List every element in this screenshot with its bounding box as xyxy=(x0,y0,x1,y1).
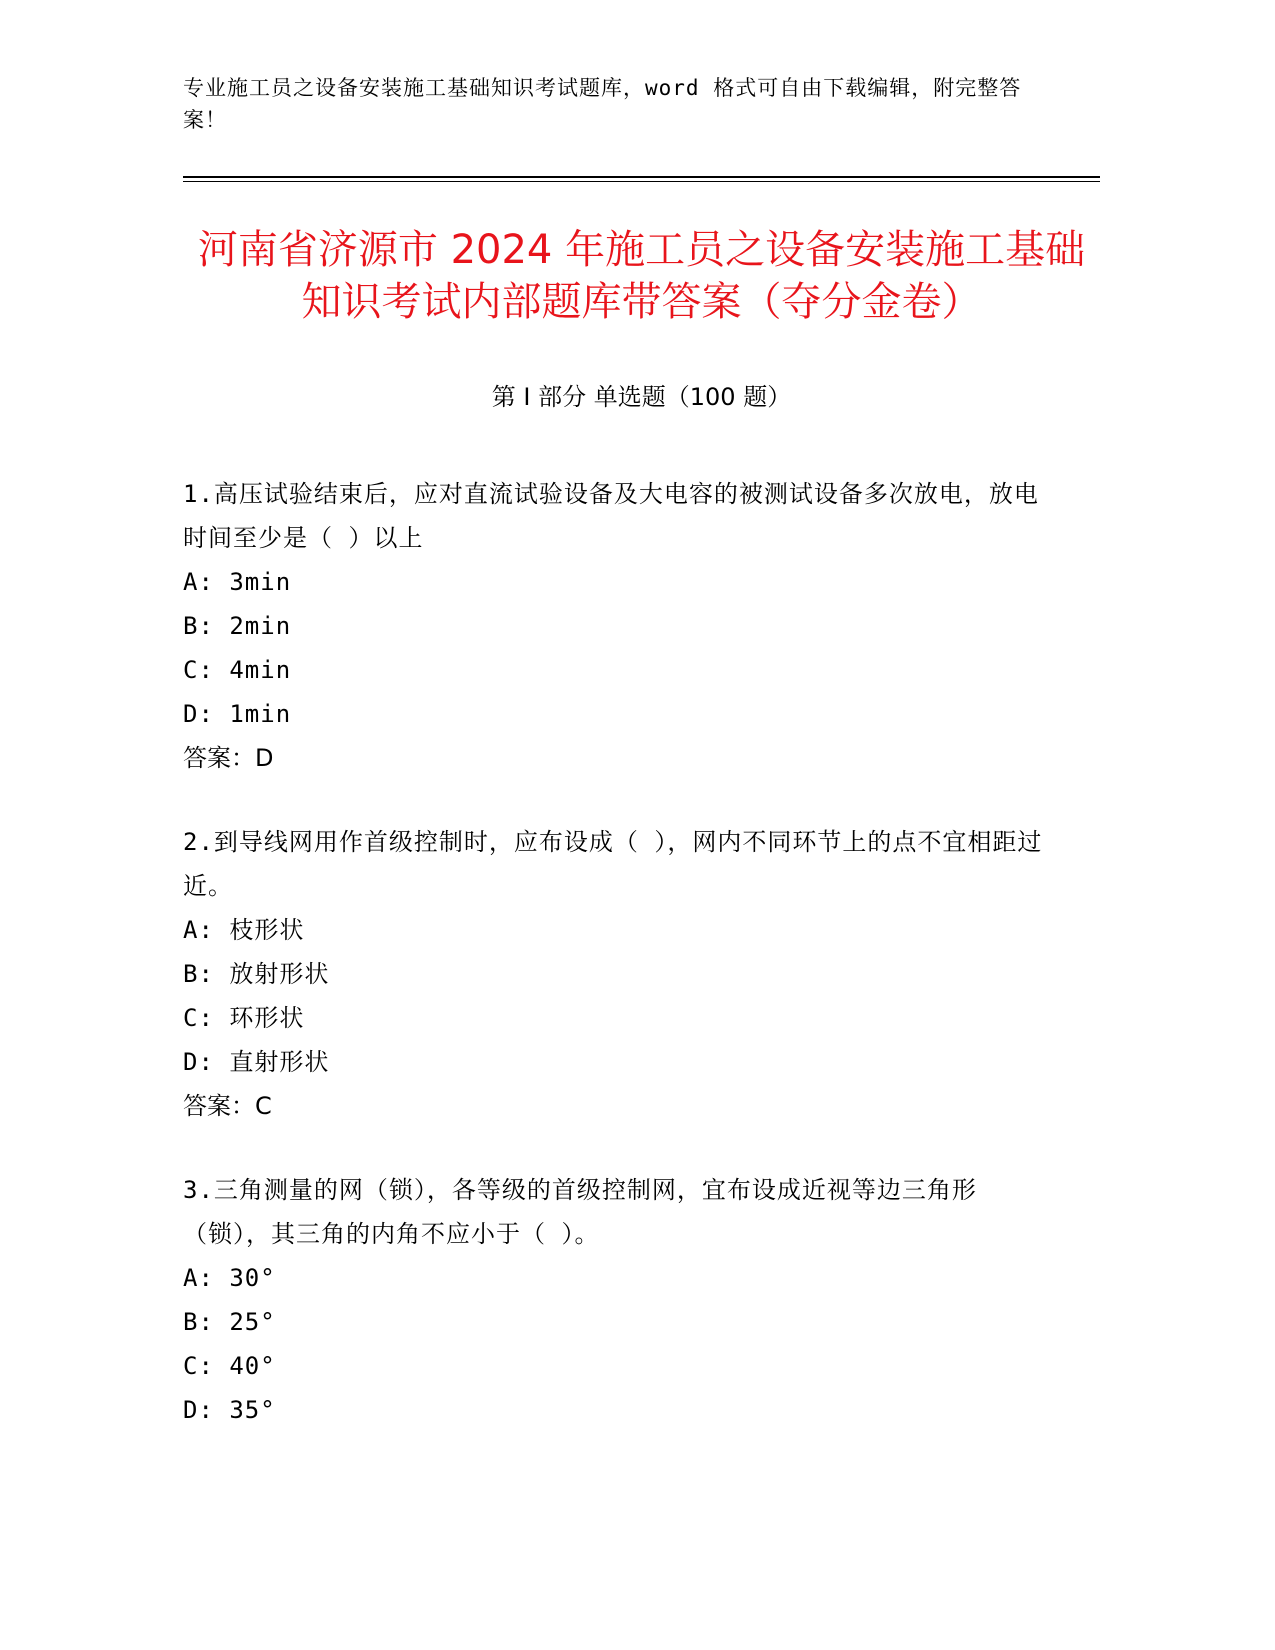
question-stem: 1.高压试验结束后，应对直流试验设备及大电容的被测试设备多次放电，放电时间至少是（ ）以上 xyxy=(183,480,1039,552)
header-rule-thick xyxy=(183,176,1100,178)
header-rule-thin xyxy=(183,181,1100,182)
option-d: D: 直射形状 xyxy=(183,1048,330,1076)
question-stem: 3.三角测量的网（锁），各等级的首级控制网，宜布设成近视等边三角形（锁），其三角的内角不应小于（ ）。 xyxy=(183,1176,977,1248)
option-c: C: 4min xyxy=(183,656,292,684)
header-note: 专业施工员之设备安装施工基础知识考试题库，word 格式可自由下载编辑，附完整答案！ xyxy=(183,76,1022,132)
answer: 答案：C xyxy=(183,1092,272,1120)
option-b: B: 2min xyxy=(183,612,292,640)
question-list xyxy=(183,472,1063,1472)
question-3 xyxy=(183,1168,1063,1432)
option-a: A: 30° xyxy=(183,1264,276,1292)
option-d: D: 1min xyxy=(183,700,292,728)
section-title: 第 I 部分 单选题（100 题） xyxy=(491,383,792,411)
option-c: C: 环形状 xyxy=(183,1004,305,1032)
document-title: 河南省济源市 2024 年施工员之设备安装施工基础知识考试内部题库带答案（夺分金卷） xyxy=(197,227,1086,325)
option-c: C: 40° xyxy=(183,1352,276,1380)
answer: 答案：D xyxy=(183,744,274,772)
question-1 xyxy=(183,472,1063,780)
option-d: D: 35° xyxy=(183,1396,276,1424)
question-stem: 2.到导线网用作首级控制时，应布设成（ ），网内不同环节上的点不宜相距过近。 xyxy=(183,828,1043,900)
option-b: B: 25° xyxy=(183,1308,276,1336)
question-2 xyxy=(183,820,1063,1128)
option-b: B: 放射形状 xyxy=(183,960,330,988)
option-a: A: 3min xyxy=(183,568,292,596)
option-a: A: 枝形状 xyxy=(183,916,305,944)
